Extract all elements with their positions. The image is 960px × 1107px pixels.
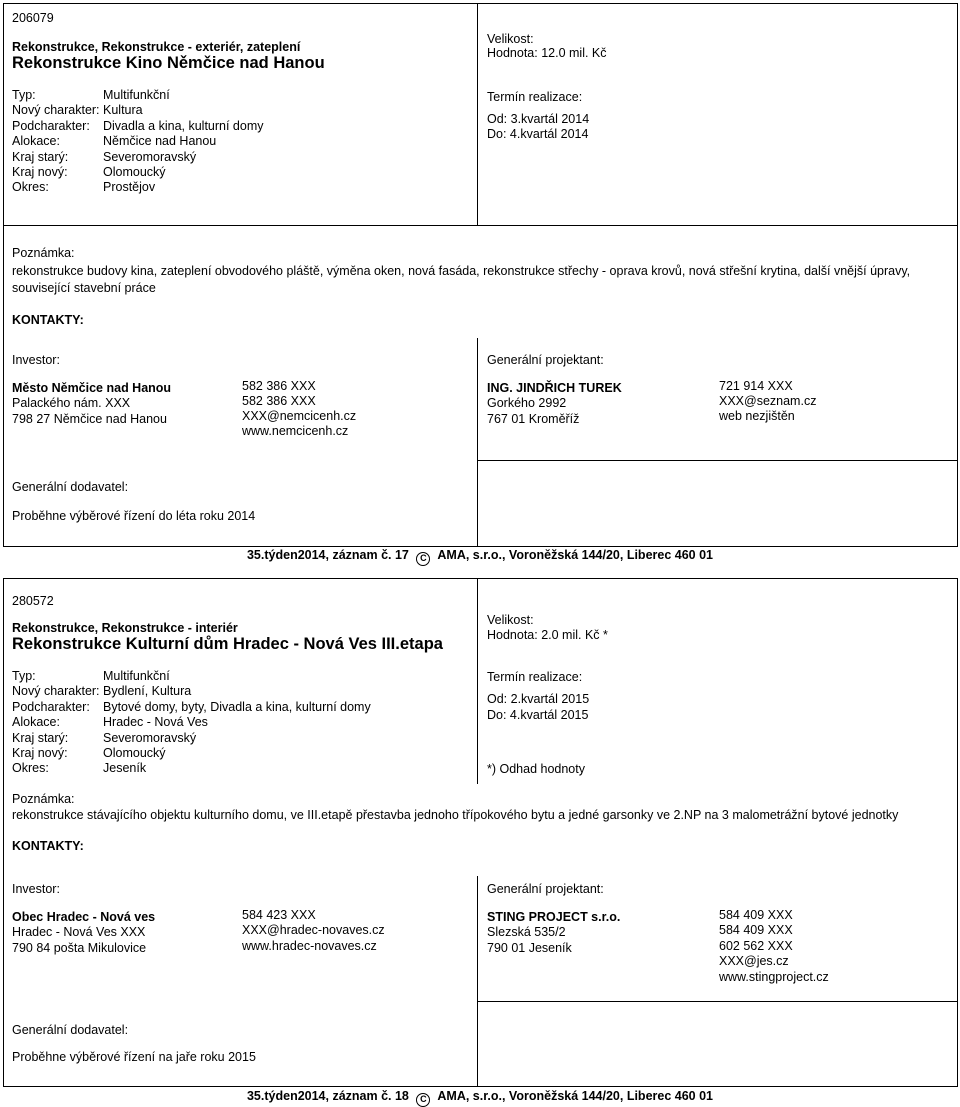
investor-address-2: 790 84 pošta Mikulovice xyxy=(12,941,147,955)
field-okres: Okres: Jeseník xyxy=(12,761,147,776)
investor-email: XXX@nemcicenh.cz xyxy=(242,409,357,423)
record-title: Rekonstrukce Kulturní dům Hradec - Nová Ves III.etapa xyxy=(12,635,443,653)
projektant-name: STING PROJECT s.r.o. xyxy=(487,910,621,924)
investor-address-1: Hradec - Nová Ves XXX xyxy=(12,925,146,939)
projektant-address-2: 790 01 Jeseník xyxy=(487,941,572,955)
page-footer-1 xyxy=(0,548,960,566)
projektant-address-1: Gorkého 2992 xyxy=(487,396,567,410)
hodnota-value: Hodnota: 2.0 mil. Kč * xyxy=(487,628,608,642)
termin-label: Termín realizace: xyxy=(487,90,583,104)
termin-do: Do: 4.kvartál 2014 xyxy=(487,127,589,141)
field-kraj-stary: Kraj starý: Severomoravský xyxy=(12,730,197,745)
investor-phone: 584 423 XXX xyxy=(242,908,316,922)
termin-od: Od: 2.kvartál 2015 xyxy=(487,692,590,706)
termin-do: Do: 4.kvartál 2015 xyxy=(487,708,589,722)
projektant-phone-1: 584 409 XXX xyxy=(719,908,793,922)
footer-record-info: 35.týden2014, záznam č. 18 xyxy=(246,1089,409,1103)
projektant-label: Generální projektant: xyxy=(487,882,604,896)
field-kraj-stary: Kraj starý: Severomoravský xyxy=(12,149,197,164)
projektant-address-1: Slezská 535/2 xyxy=(487,925,566,939)
poznamka-text: rekonstrukce budovy kina, zateplení obvodového pláště, výměna oken, nová fasáda, rekonstrukce střechy - oprava krovů, nová střešní krytina, další vnější úpravy, související stavební práce xyxy=(12,264,911,295)
projektant-email: XXX@seznam.cz xyxy=(719,394,817,408)
record-id: 280572 xyxy=(12,594,54,608)
copyright-icon: C xyxy=(416,1093,430,1107)
record-card-280572 xyxy=(3,578,958,1087)
section-divider xyxy=(4,225,957,226)
investor-name: Obec Hradec - Nová ves xyxy=(12,910,156,924)
field-podcharakter: Podcharakter: Bytové domy, byty, Divadla a kina, kulturní domy xyxy=(12,699,371,714)
field-typ: Typ: Multifunkční xyxy=(12,88,170,102)
field-alokace: Alokace: Němčice nad Hanou xyxy=(12,134,217,149)
field-kraj-novy: Kraj nový: Olomoucký xyxy=(12,165,166,180)
dodavatel-divider xyxy=(477,1001,478,1086)
kontakty-label: KONTAKTY: xyxy=(12,313,84,327)
poznamka-label: Poznámka: xyxy=(12,246,75,260)
record-fields xyxy=(12,88,264,196)
investor-phone-1: 582 386 XXX xyxy=(242,379,316,393)
investor-label: Investor: xyxy=(12,353,60,367)
column-divider xyxy=(477,579,478,784)
field-okres: Okres: Prostějov xyxy=(12,180,156,195)
projektant-web: web nezjištěn xyxy=(719,409,795,423)
copyright-icon: C xyxy=(416,552,430,566)
investor-web: www.nemcicenh.cz xyxy=(242,424,349,438)
record-category: Rekonstrukce, Rekonstrukce - exteriér, zateplení xyxy=(12,40,301,54)
investor-name: Město Němčice nad Hanou xyxy=(12,381,172,395)
column-divider xyxy=(477,4,478,225)
poznamka-text: rekonstrukce stávajícího objektu kulturního domu, ve III.etapě přestavba jednoho třípokového bytu a jedné garsonky ve 2.NP na 3 malometrážní bytové jednotky xyxy=(12,808,899,822)
contacts-divider xyxy=(477,338,478,460)
odhad-note: *) Odhad hodnoty xyxy=(487,762,585,776)
projektant-phone-2: 584 409 XXX xyxy=(719,923,793,937)
projektant-name: ING. JINDŘICH TUREK xyxy=(487,381,622,395)
contacts-divider xyxy=(477,876,478,1001)
footer-record-info: 35.týden2014, záznam č. 17 xyxy=(246,548,409,562)
dodavatel-value: Proběhne výběrové řízení do léta roku 2014 xyxy=(12,509,256,523)
kontakty-label: KONTAKTY: xyxy=(12,839,84,853)
hodnota-value: Hodnota: 12.0 mil. Kč xyxy=(487,46,607,60)
record-fields xyxy=(12,669,371,777)
projektant-web: www.stingproject.cz xyxy=(719,970,829,984)
investor-phone-2: 582 386 XXX xyxy=(242,394,316,408)
field-podcharakter: Podcharakter: Divadla a kina, kulturní domy xyxy=(12,118,264,133)
field-novy-charakter: Nový charakter: Kultura xyxy=(12,103,143,118)
footer-company: AMA, s.r.o., Voroněžská 144/20, Liberec 460 01 xyxy=(437,548,713,562)
contacts-bottom-divider xyxy=(477,460,957,461)
page-footer-2 xyxy=(0,1089,960,1107)
investor-email: XXX@hradec-novaves.cz xyxy=(242,923,385,937)
dodavatel-label: Generální dodavatel: xyxy=(12,480,129,494)
projektant-email: XXX@jes.cz xyxy=(719,954,789,968)
dodavatel-divider xyxy=(477,460,478,546)
field-typ: Typ: Multifunkční xyxy=(12,669,170,683)
velikost-label: Velikost: xyxy=(487,613,534,627)
record-category: Rekonstrukce, Rekonstrukce - interiér xyxy=(12,621,238,635)
termin-od: Od: 3.kvartál 2014 xyxy=(487,112,590,126)
velikost-label: Velikost: xyxy=(487,32,534,46)
record-id: 206079 xyxy=(12,11,54,25)
field-kraj-novy: Kraj nový: Olomoucký xyxy=(12,746,166,761)
investor-web: www.hradec-novaves.cz xyxy=(242,939,377,953)
dodavatel-value: Proběhne výběrové řízení na jaře roku 2015 xyxy=(12,1050,256,1064)
footer-company: AMA, s.r.o., Voroněžská 144/20, Liberec 460 01 xyxy=(437,1089,713,1103)
dodavatel-label: Generální dodavatel: xyxy=(12,1023,129,1037)
termin-label: Termín realizace: xyxy=(487,670,583,684)
field-novy-charakter: Nový charakter: Bydlení, Kultura xyxy=(12,684,192,699)
investor-address-2: 798 27 Němčice nad Hanou xyxy=(12,412,167,426)
poznamka-label: Poznámka: xyxy=(12,792,75,806)
field-alokace: Alokace: Hradec - Nová Ves xyxy=(12,715,208,730)
projektant-label: Generální projektant: xyxy=(487,353,604,367)
projektant-phone: 721 914 XXX xyxy=(719,379,793,393)
projektant-phone-3: 602 562 XXX xyxy=(719,939,793,953)
projektant-address-2: 767 01 Kroměříž xyxy=(487,412,580,426)
contacts-bottom-divider xyxy=(477,1001,957,1002)
investor-label: Investor: xyxy=(12,882,60,896)
record-card-206079 xyxy=(3,3,958,547)
record-title: Rekonstrukce Kino Němčice nad Hanou xyxy=(12,54,325,72)
investor-address-1: Palackého nám. XXX xyxy=(12,396,131,410)
